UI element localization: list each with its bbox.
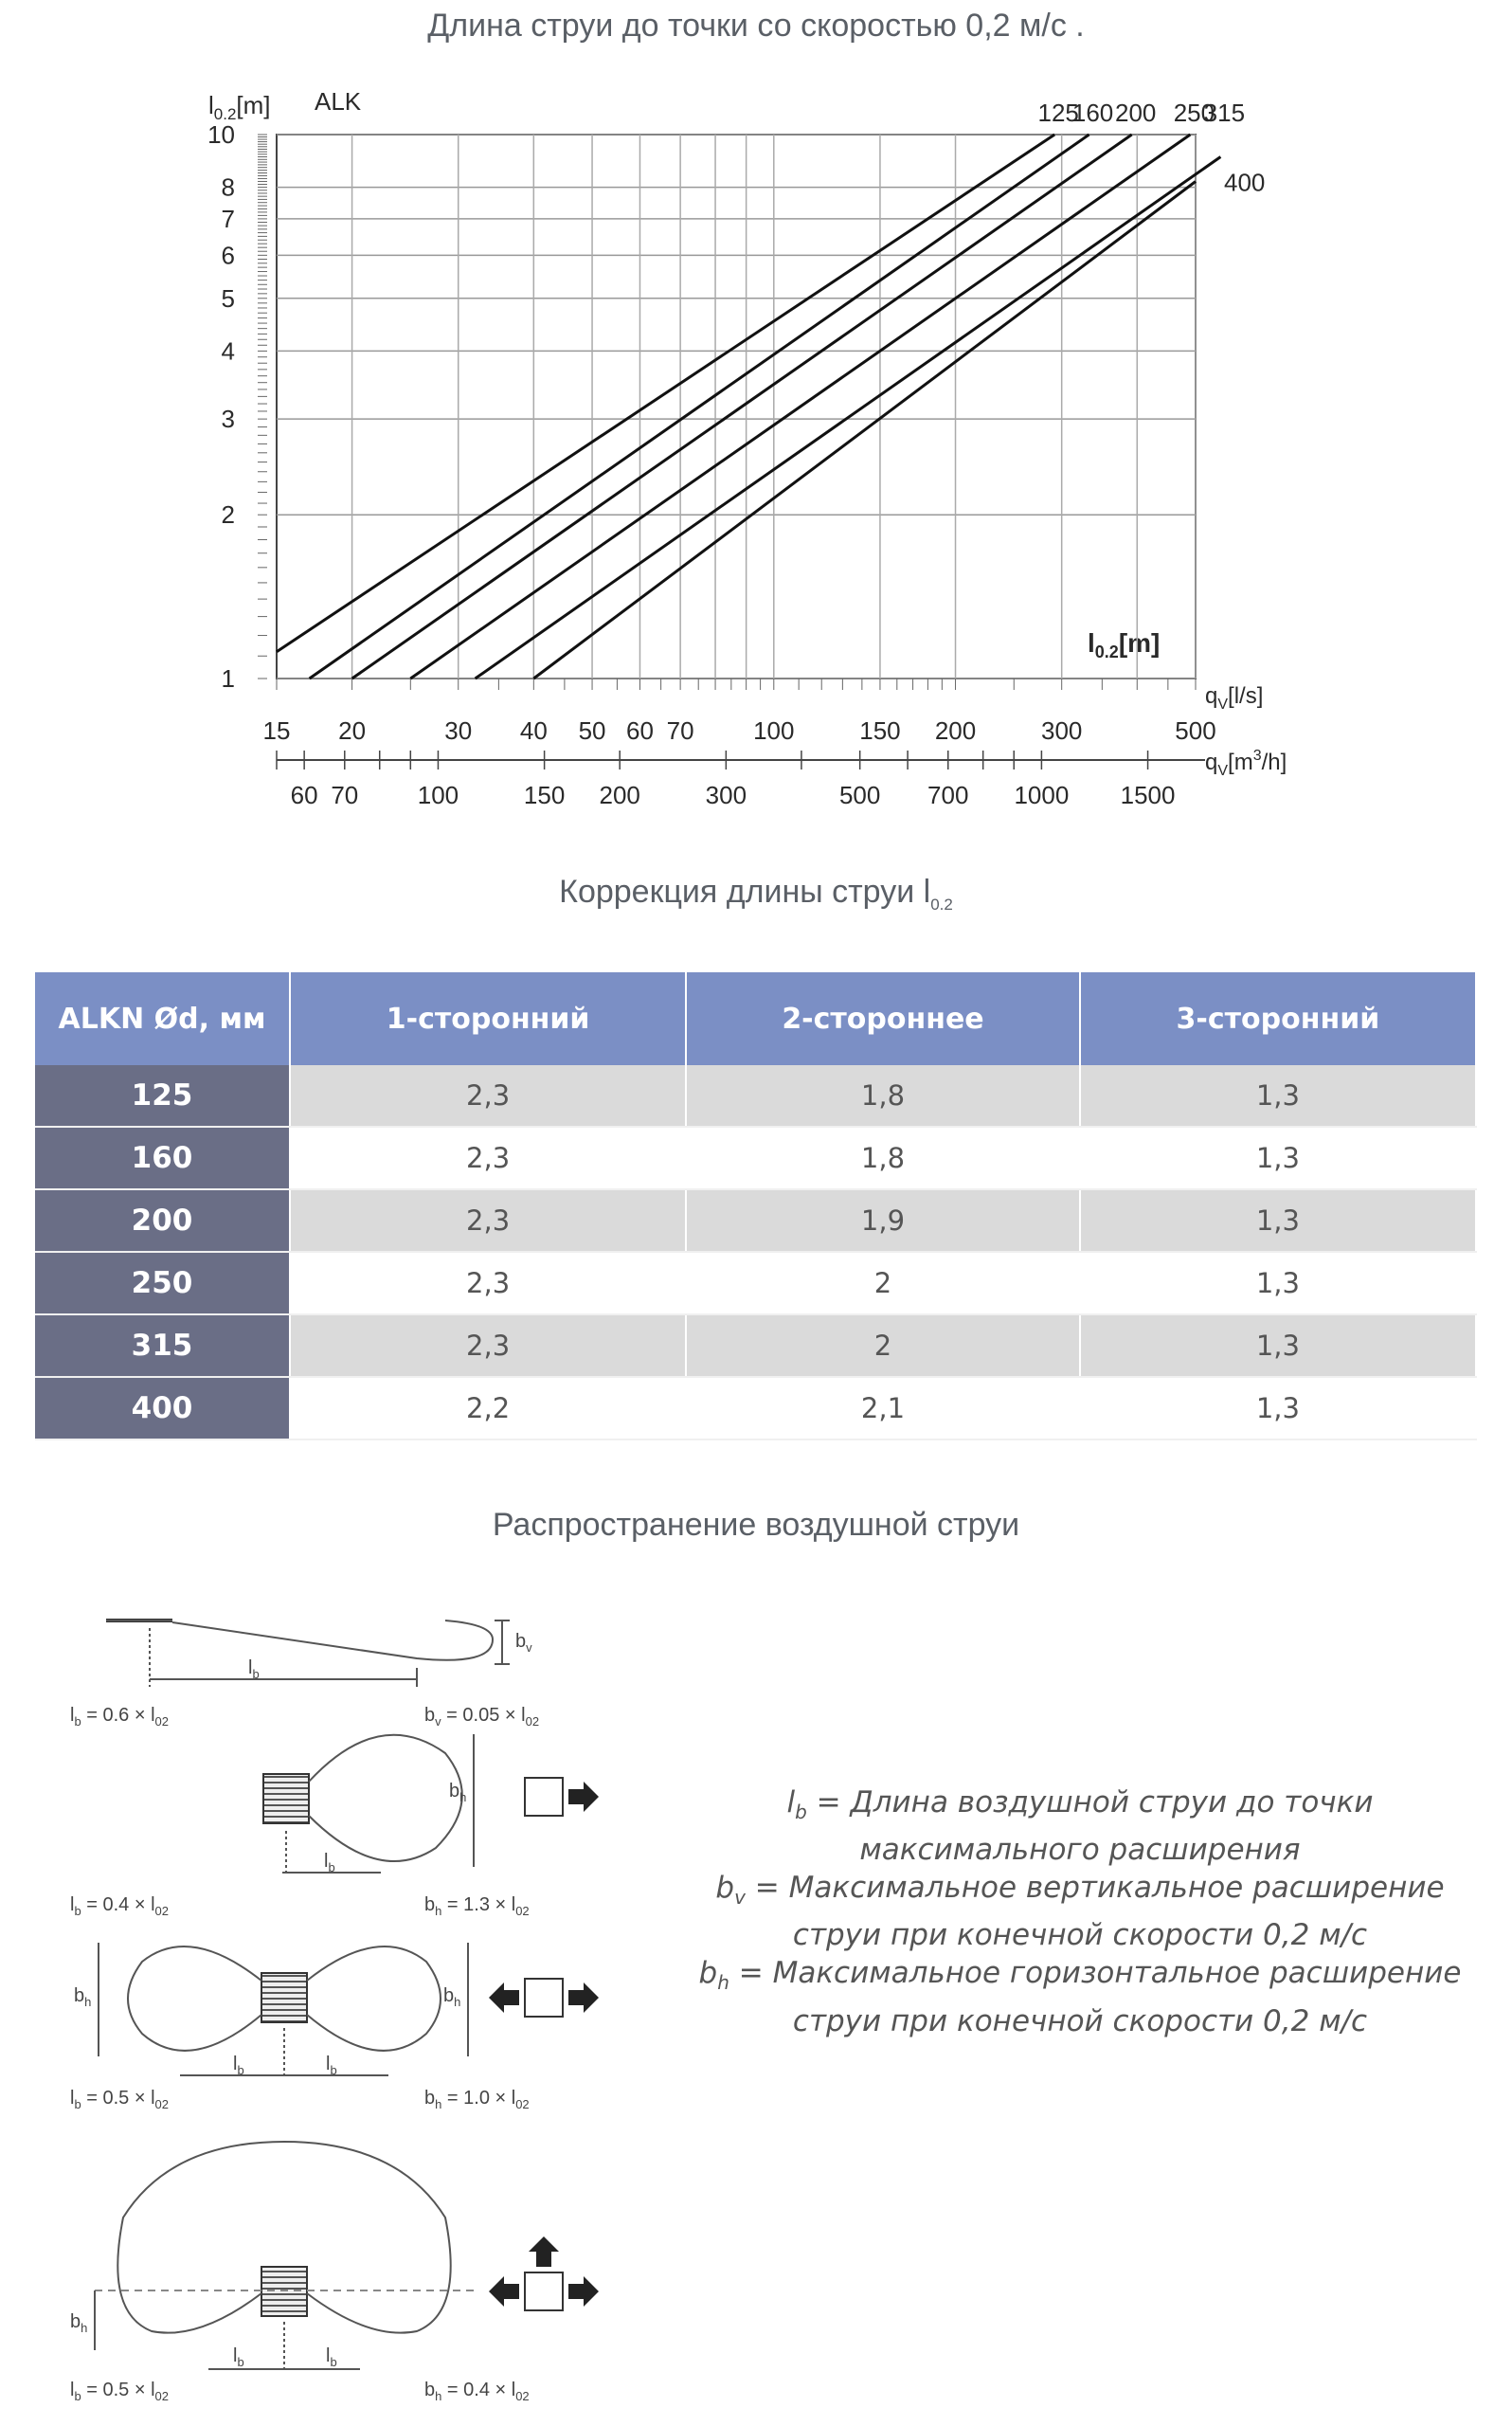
x-tick-label-m3h: 60 — [290, 781, 318, 809]
bh-label: $b_h$ — [449, 1781, 467, 1804]
series-label-250: 250 — [1173, 99, 1215, 127]
y-tick-label: 1 — [221, 664, 235, 693]
x-axis-title-ls: $q_V[l/s]$ — [1205, 683, 1264, 713]
header-one-side: 1-сторонний — [290, 972, 686, 1065]
formula-3-right: $b_h = 1.0 \times l_{02}$ — [424, 2088, 530, 2111]
lb-label: $l_b$ — [233, 2054, 244, 2077]
bh-label: $b_h$ — [443, 1985, 461, 2009]
bh-label: $b_h$ — [70, 2311, 88, 2335]
x-tick-label-ls: 20 — [338, 716, 367, 745]
cell-two-side: 1,8 — [686, 1127, 1080, 1189]
cell-one-side: 2,3 — [290, 1127, 686, 1189]
y-tick-label: 3 — [221, 405, 235, 434]
x-tick-label-m3h: 1000 — [1014, 781, 1070, 809]
table-row — [35, 1065, 1476, 1127]
cell-two-side: 2 — [686, 1252, 1080, 1314]
lb-label: $l_b$ — [233, 2345, 244, 2369]
table-row — [35, 1314, 1476, 1377]
y-tick-label: 10 — [207, 120, 235, 149]
y-tick-label: 7 — [221, 204, 235, 233]
x-tick-label-ls: 100 — [753, 716, 795, 745]
legend-line: максимального расширения — [859, 1833, 1301, 1868]
formula-2-right: $b_h = 1.3 \times l_{02}$ — [424, 1894, 530, 1918]
header-three-side: 3-сторонний — [1080, 972, 1476, 1065]
x-tick-label-ls: 500 — [1175, 716, 1216, 745]
legend-line: $b_v$ = Максимальное вертикальное расширение — [715, 1871, 1445, 1910]
row-diameter: 315 — [35, 1314, 290, 1377]
lb-label: $l_b$ — [326, 2054, 337, 2077]
x-tick-label-m3h: 500 — [838, 781, 881, 809]
x-tick-label-ls: 30 — [444, 716, 473, 745]
series-line-315 — [476, 157, 1221, 679]
formula-1-left: $l_b = 0.6 \times l_{02}$ — [70, 1705, 169, 1729]
cell-two-side: 2 — [686, 1314, 1080, 1377]
row-diameter: 200 — [35, 1189, 290, 1252]
row-diameter: 400 — [35, 1377, 290, 1439]
diagram-title: Распространение воздушной струи — [492, 1507, 1020, 1543]
x-tick-label-ls: 200 — [934, 716, 977, 745]
table-title: Коррекция длины струи $l_{0.2}$ — [559, 874, 953, 914]
bh-label: $b_h$ — [74, 1985, 92, 2009]
formula-3-left: $l_b = 0.5 \times l_{02}$ — [70, 2088, 169, 2111]
legend-line: струи при конечной скорости 0,2 м/с — [792, 2003, 1368, 2038]
cell-two-side: 1,8 — [686, 1065, 1080, 1127]
x-tick-label-ls: 300 — [1040, 716, 1083, 745]
y-tick-label: 5 — [221, 283, 235, 313]
three-side-jet-case — [95, 2142, 599, 2369]
lb-label: $l_b$ — [326, 2345, 337, 2369]
table-row — [35, 1252, 1476, 1314]
series-line-400 — [533, 182, 1196, 679]
chart-title: Длина струи до точки со скоростью 0,2 м/с . — [427, 8, 1085, 44]
cell-one-side: 2,2 — [290, 1377, 686, 1439]
formula-2-left: $l_b = 0.4 \times l_{02}$ — [70, 1894, 169, 1918]
series-line-250 — [410, 135, 1190, 679]
x-axis-title-m3h: $q_V[m^3/h]$ — [1205, 748, 1287, 779]
x-tick-label-m3h: 200 — [599, 781, 640, 809]
y-tick-label: 8 — [221, 172, 235, 202]
formula-1-right: $b_v = 0.05 \times l_{02}$ — [424, 1705, 540, 1729]
series-label-160: 160 — [1071, 99, 1114, 127]
plot-frame — [277, 135, 1196, 679]
legend-line: струи при конечной скорости 0,2 м/с — [792, 1918, 1368, 1953]
series-line-125 — [277, 135, 1054, 652]
table-row — [35, 1127, 1476, 1189]
legend-line: $b_h$ = Максимальное горизонтальное расширение — [698, 1956, 1462, 1995]
inner-label: $l_{0.2}[m]$ — [1088, 628, 1161, 661]
x-tick-label-ls: 40 — [519, 716, 548, 745]
series-line-160 — [310, 135, 1089, 679]
row-diameter: 125 — [35, 1065, 290, 1127]
y-tick-label: 6 — [221, 241, 235, 270]
cell-two-side: 1,9 — [686, 1189, 1080, 1252]
y-tick-label: 4 — [221, 336, 235, 366]
jet-length-chart — [0, 66, 1512, 843]
lb-label: $l_b$ — [324, 1851, 335, 1874]
cell-one-side: 2,3 — [290, 1189, 686, 1252]
formula-4-left: $l_b = 0.5 \times l_{02}$ — [70, 2380, 169, 2403]
series-label-400: 400 — [1224, 168, 1266, 197]
header-two-side: 2-стороннее — [686, 972, 1080, 1065]
cell-three-side: 1,3 — [1080, 1377, 1476, 1439]
one-side-jet-case — [263, 1734, 599, 1876]
chart-label: ALK — [315, 87, 362, 116]
cell-three-side: 1,3 — [1080, 1314, 1476, 1377]
jet-spread-diagram — [0, 1592, 663, 2426]
x-tick-label-ls: 50 — [578, 716, 606, 745]
bv-label: $b_v$ — [515, 1631, 532, 1655]
two-side-jet-case — [99, 1943, 599, 2075]
y-tick-label: 2 — [221, 500, 235, 530]
table-row — [35, 1189, 1476, 1252]
x-tick-label-m3h: 150 — [523, 781, 566, 809]
series-label-315: 315 — [1203, 99, 1246, 127]
ceiling-jet-case — [106, 1620, 510, 1687]
diagram-legend — [663, 1783, 1497, 2040]
table-row — [35, 1377, 1476, 1439]
x-tick-label-m3h: 300 — [705, 781, 747, 809]
cell-two-side: 2,1 — [686, 1377, 1080, 1439]
row-diameter: 250 — [35, 1252, 290, 1314]
series-line-200 — [352, 135, 1132, 679]
x-tick-label-ls: 15 — [262, 716, 291, 745]
series-label-125: 125 — [1037, 99, 1079, 127]
x-tick-label-ls: 70 — [666, 716, 694, 745]
series-label-200: 200 — [1114, 99, 1157, 127]
cell-three-side: 1,3 — [1080, 1065, 1476, 1127]
cell-one-side: 2,3 — [290, 1314, 686, 1377]
cell-three-side: 1,3 — [1080, 1127, 1476, 1189]
lb-label: $l_b$ — [248, 1657, 260, 1681]
x-tick-label-ls: 150 — [859, 716, 901, 745]
x-tick-label-m3h: 1500 — [1120, 781, 1176, 809]
legend-line: $l_b$ = Длина воздушной струи до точки — [786, 1785, 1374, 1824]
x-tick-label-m3h: 70 — [331, 781, 359, 809]
correction-table — [35, 972, 1477, 1440]
cell-three-side: 1,3 — [1080, 1252, 1476, 1314]
table-header-row — [35, 972, 1476, 1065]
row-diameter: 160 — [35, 1127, 290, 1189]
cell-one-side: 2,3 — [290, 1065, 686, 1127]
formula-4-right: $b_h = 0.4 \times l_{02}$ — [424, 2380, 530, 2403]
x-tick-label-ls: 60 — [626, 716, 654, 745]
cell-one-side: 2,3 — [290, 1252, 686, 1314]
cell-three-side: 1,3 — [1080, 1189, 1476, 1252]
x-tick-label-m3h: 700 — [927, 781, 969, 809]
x-tick-label-m3h: 100 — [417, 781, 459, 809]
y-axis-title: $l_{0.2}[m]$ — [208, 91, 271, 123]
header-diameter: ALKN Ød, мм — [35, 972, 290, 1065]
